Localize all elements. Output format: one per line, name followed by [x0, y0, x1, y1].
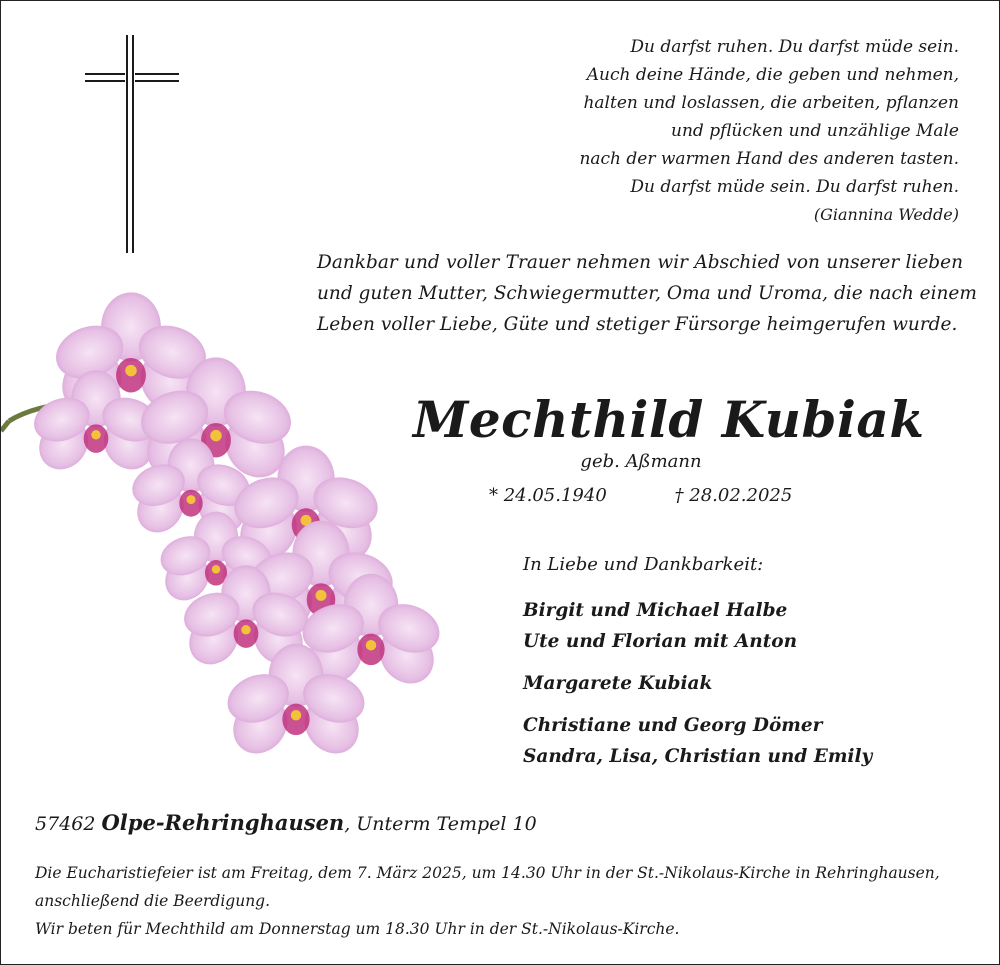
address-zip: 57462 [35, 813, 96, 835]
cross-icon [81, 35, 185, 253]
mourner-group [523, 710, 872, 772]
mourner-group [523, 668, 872, 699]
mourner-name: Ute und Florian mit Anton [523, 631, 798, 652]
thanks-heading: In Liebe und Dankbarkeit: [523, 554, 764, 575]
mourner-name: Sandra, Lisa, Christian und Emily [523, 746, 873, 767]
deceased-name: Mechthild Kubiak [413, 390, 925, 449]
poem-author: (Giannina Wedde) [813, 205, 959, 224]
notice-line: Wir beten für Mechthild am Donnerstag um 18.30 Uhr in der St.-Nikolaus-Kirche. [35, 920, 680, 938]
intro-line: Dankbar und voller Trauer nehmen wir Abschied von unserer lieben [317, 252, 963, 273]
address-city: Olpe-Rehringhausen [101, 810, 345, 835]
intro-line: Leben voller Liebe, Güte und stetiger Fürsorge heimgerufen wurde. [317, 314, 958, 335]
mourner-name: Christiane und Georg Dömer [523, 715, 823, 736]
funeral-notice [35, 859, 975, 943]
notice-line: Die Eucharistiefeier ist am Freitag, dem 7. März 2025, um 14.30 Uhr in der St.-Nikolaus-Kirche in Rehringhausen, [35, 864, 940, 882]
mourner-name: Birgit und Michael Halbe [523, 600, 788, 621]
address [35, 810, 537, 835]
poem [539, 33, 959, 229]
poem-line: nach der warmen Hand des anderen tasten. [579, 149, 959, 169]
mourners-list [523, 595, 872, 783]
death-date: † 28.02.2025 [674, 485, 793, 506]
notice-line: anschließend die Beerdigung. [35, 892, 271, 910]
poem-line: Du darfst müde sein. Du darfst ruhen. [630, 177, 959, 197]
address-street: , Unterm Tempel 10 [344, 813, 537, 835]
mourner-group [523, 595, 872, 657]
orchid-illustration [1, 281, 441, 771]
poem-line: halten und loslassen, die arbeiten, pflanzen [583, 93, 959, 113]
birth-name: geb. Aßmann [580, 451, 702, 472]
poem-line: Auch deine Hände, die geben und nehmen, [586, 65, 959, 85]
intro-line: und guten Mutter, Schwiegermutter, Oma und Uroma, die nach einem [317, 283, 977, 304]
life-dates [489, 485, 792, 506]
mourner-name: Margarete Kubiak [523, 673, 713, 694]
poem-line: Du darfst ruhen. Du darfst müde sein. [630, 37, 959, 57]
poem-line: und pflücken und unzählige Male [671, 121, 959, 141]
birth-date: * 24.05.1940 [489, 485, 607, 506]
